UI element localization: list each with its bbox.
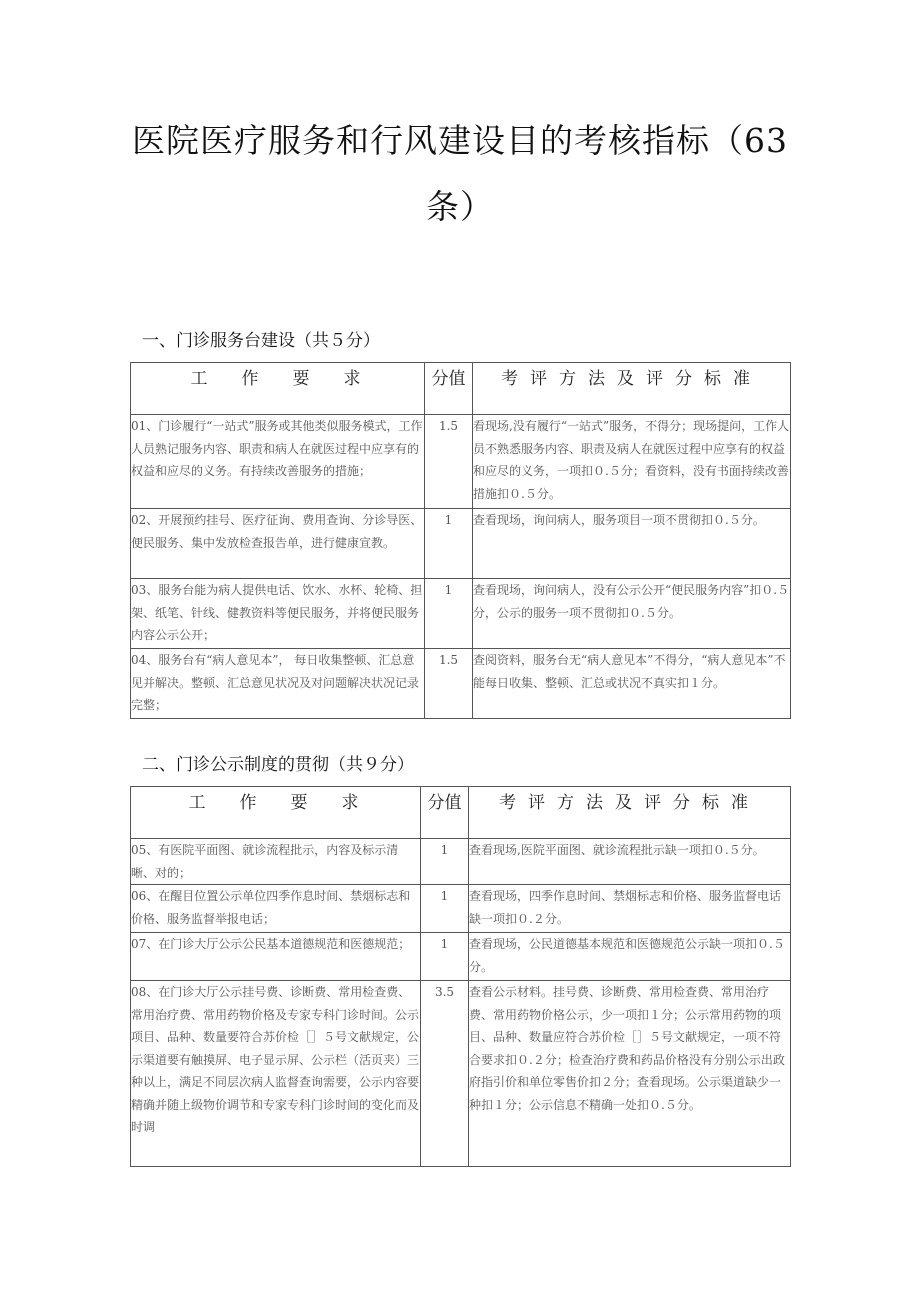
header-requirement: 工作要求 bbox=[131, 787, 421, 839]
table-row bbox=[131, 839, 791, 885]
header-method: 考评方法及评分标准 bbox=[473, 363, 791, 415]
score-cell: 1 bbox=[421, 933, 469, 981]
table-row bbox=[131, 579, 791, 649]
method-cell: 查看现场,医院平面图、就诊流程批示缺一项扣０.５分。 bbox=[469, 839, 791, 885]
score-cell: 1 bbox=[421, 839, 469, 885]
method-cell: 查看公示材料。挂号费、诊断费、常用检查费、常用治疗费、常用药物价格公示，少一项扣１分；公示常用药物的项目、品种、数量应符合苏价检［］５号文献规定，一项不符合要求扣０.２分；检查治疗费和药品价格没有分别公示出政府指引价和单位零售价扣２分；查看现场。公示渠道缺少一种扣１分；公示信息不精确一处扣０.５分。 bbox=[469, 981, 791, 1167]
header-score: 分值 bbox=[425, 363, 473, 415]
table-header-row bbox=[131, 787, 791, 839]
score-cell: 1 bbox=[425, 579, 473, 649]
header-score: 分值 bbox=[421, 787, 469, 839]
method-cell: 查看现场，询问病人，服务项目一项不贯彻扣０.５分。 bbox=[473, 509, 791, 579]
table-row bbox=[131, 509, 791, 579]
method-cell: 看现场,没有履行“一站式”服务，不得分；现场提问，工作人员不熟悉服务内容、职责及病人在就医过程中应享有的权益和应尽的义务，一项扣０.５分；看资料，没有书面持续改善措施扣０.５分。 bbox=[473, 415, 791, 509]
requirement-cell: 08、在门诊大厅公示挂号费、诊断费、常用检查费、常用治疗费、常用药物价格及专家专科门诊时间。公示项目、品种、数量要符合苏价检［］５号文献规定，公示渠道要有触摸屏、电子显示屏、公示栏（活页夹）三种以上，满足不同层次病人监督查询需要，公示内容要精确并随上级物价调节和专家专科门诊时间的变化而及时调 bbox=[131, 981, 421, 1167]
score-cell: 1.5 bbox=[425, 649, 473, 719]
requirement-cell: 04、服务台有“病人意见本”， 每日收集整顿、汇总意见并解决。整顿、汇总意见状况及对问题解决状况记录完整； bbox=[131, 649, 425, 719]
requirement-cell: 07、在门诊大厅公示公民基本道德规范和医德规范； bbox=[131, 933, 421, 981]
requirement-cell: 03、服务台能为病人提供电话、饮水、水杯、轮椅、担架、纸笔、针线、健教资料等便民服务，并将便民服务内容公示公开； bbox=[131, 579, 425, 649]
section-heading-2: 二、门诊公示制度的贯彻（共９分） bbox=[142, 755, 414, 775]
assessment-table-2 bbox=[130, 786, 791, 1167]
table-row bbox=[131, 649, 791, 719]
page-title: 医院医疗服务和行风建设目的考核指标（63条） bbox=[132, 121, 788, 226]
section-heading-1: 一、门诊服务台建设（共５分） bbox=[142, 331, 380, 351]
table-row bbox=[131, 885, 791, 933]
table-row bbox=[131, 981, 791, 1167]
table-header-row bbox=[131, 363, 791, 415]
assessment-table-1 bbox=[130, 362, 791, 719]
score-cell: 1 bbox=[425, 509, 473, 579]
table-row bbox=[131, 933, 791, 981]
score-cell: 1 bbox=[421, 885, 469, 933]
score-cell: 1.5 bbox=[425, 415, 473, 509]
score-cell: 3.5 bbox=[421, 981, 469, 1167]
method-cell: 查阅资料，服务台无“病人意见本”不得分，“病人意见本”不能每日收集、整顿、汇总或状况不真实扣１分。 bbox=[473, 649, 791, 719]
requirement-cell: 01、门诊履行“一站式”服务或其他类似服务模式，工作人员熟记服务内容、职责和病人在就医过程中应享有的权益和应尽的义务。有持续改善服务的措施； bbox=[131, 415, 425, 509]
method-cell: 查看现场，四季作息时间、禁烟标志和价格、服务监督电话缺一项扣０.２分。 bbox=[469, 885, 791, 933]
method-cell: 查看现场，公民道德基本规范和医德规范公示缺一项扣０.５分。 bbox=[469, 933, 791, 981]
requirement-cell: 05、有医院平面图、就诊流程批示，内容及标示清晰、对的； bbox=[131, 839, 421, 885]
header-method: 考评方法及评分标准 bbox=[469, 787, 791, 839]
requirement-cell: 02、开展预约挂号、医疗征询、费用查询、分诊导医、便民服务、集中发放检查报告单，进行健康宣教。 bbox=[131, 509, 425, 579]
header-requirement: 工作要求 bbox=[131, 363, 425, 415]
table-row bbox=[131, 415, 791, 509]
requirement-cell: 06、在醒目位置公示单位四季作息时间、禁烟标志和价格、服务监督举报电话； bbox=[131, 885, 421, 933]
method-cell: 查看现场，询问病人，没有公示公开“便民服务内容”扣０.５分，公示的服务一项不贯彻扣０.５分。 bbox=[473, 579, 791, 649]
